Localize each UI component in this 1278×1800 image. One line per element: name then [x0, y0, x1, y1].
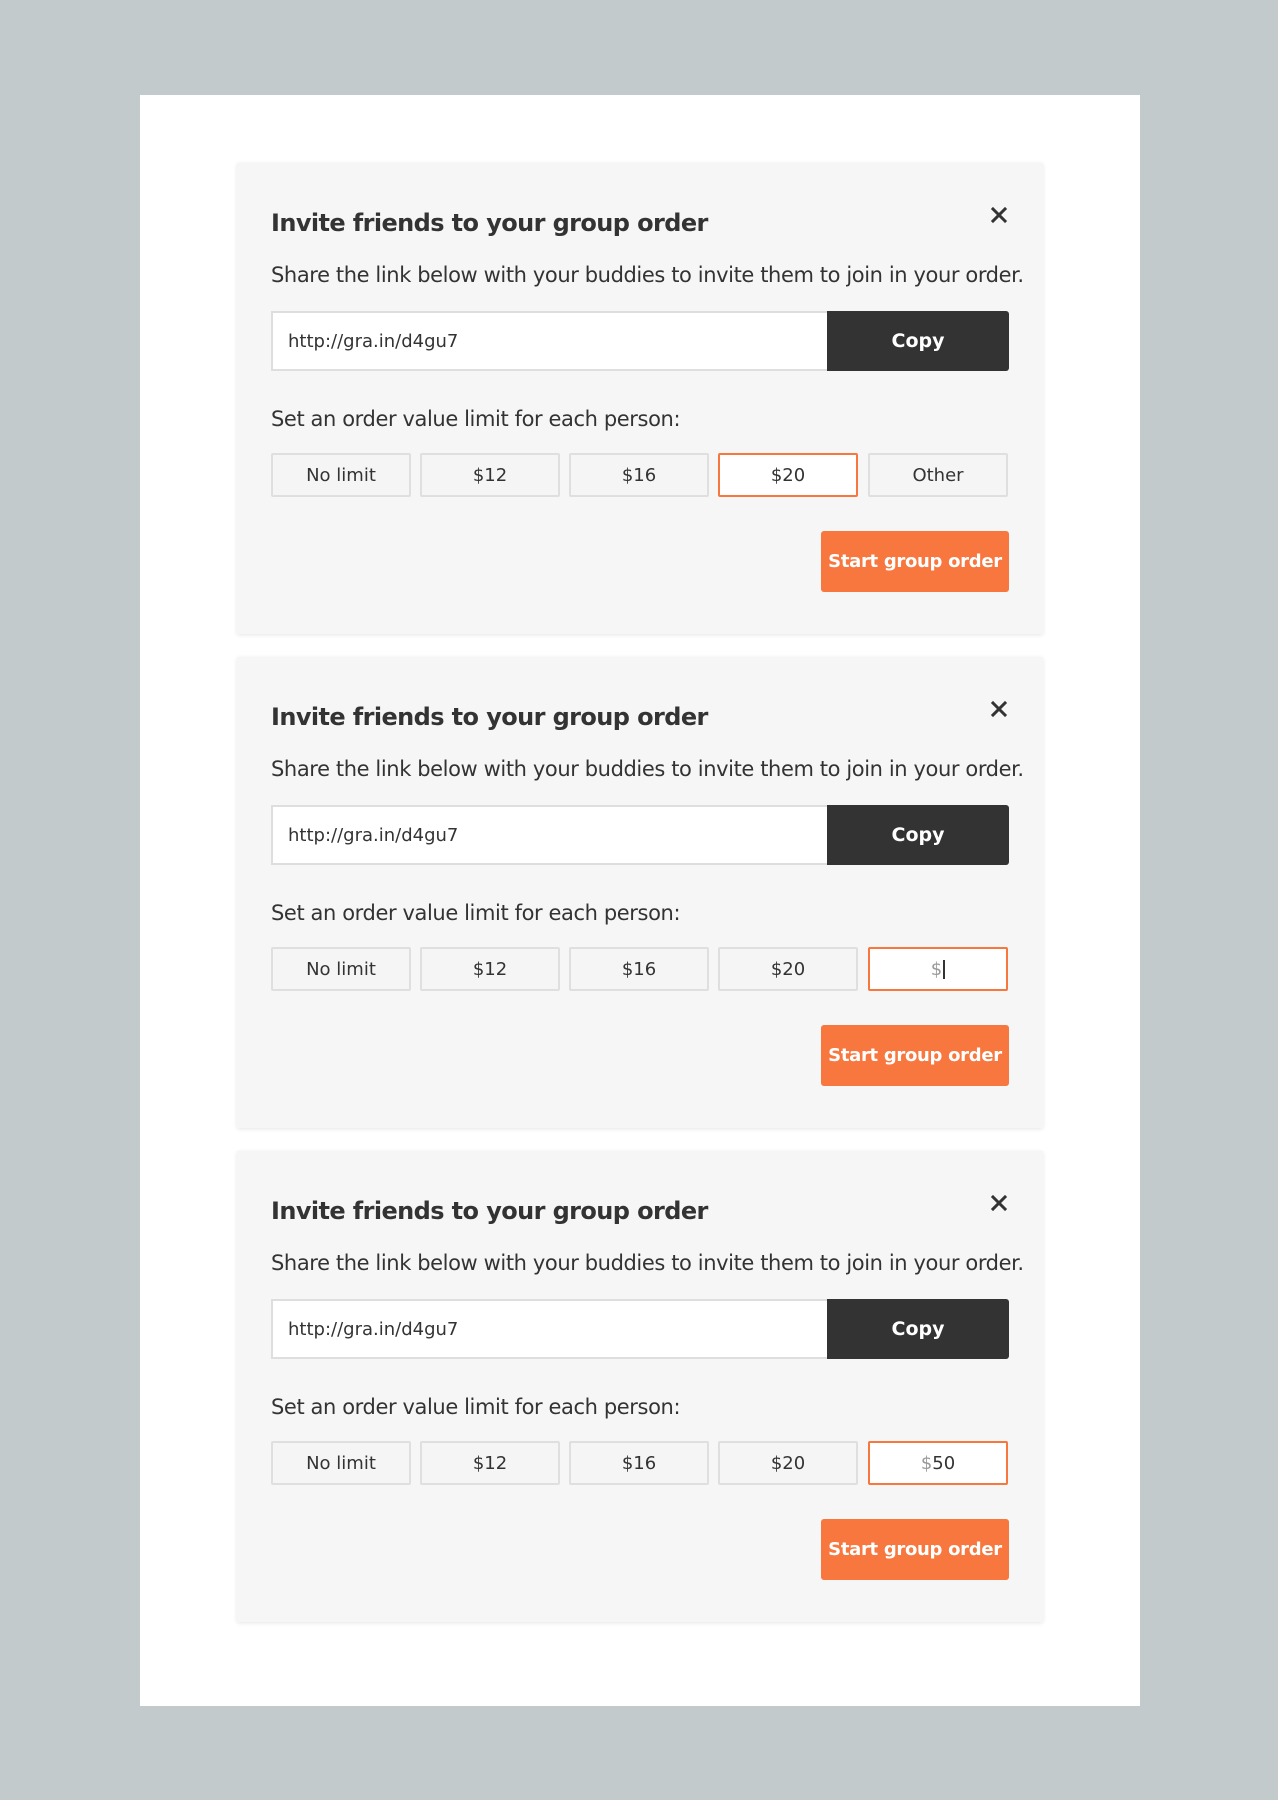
copy-button[interactable]: Copy: [827, 805, 1009, 865]
limit-option-20[interactable]: $20: [718, 453, 858, 497]
limit-option-no-limit[interactable]: No limit: [271, 453, 411, 497]
custom-limit-value: 50: [932, 1452, 956, 1474]
text-cursor: [943, 960, 945, 979]
limit-option-16[interactable]: $16: [569, 453, 709, 497]
limit-label: Set an order value limit for each person:: [271, 901, 681, 925]
close-icon[interactable]: [987, 697, 1011, 721]
limit-option-16[interactable]: $16: [569, 1441, 709, 1485]
start-group-order-button[interactable]: Start group order: [821, 1025, 1009, 1086]
limit-option-12[interactable]: $12: [420, 453, 560, 497]
close-icon[interactable]: [987, 1191, 1011, 1215]
share-link-field[interactable]: [271, 311, 827, 371]
dialog-description: Share the link below with your buddies to invite them to join in your order.: [271, 1251, 1024, 1275]
page-sheet: [140, 95, 1140, 1706]
share-link-field[interactable]: [271, 1299, 827, 1359]
limit-option-20[interactable]: $20: [718, 947, 858, 991]
limit-option-12[interactable]: $12: [420, 1441, 560, 1485]
currency-prefix: $: [930, 958, 943, 980]
custom-limit-input[interactable]: [868, 947, 1008, 991]
limit-option-16[interactable]: $16: [569, 947, 709, 991]
start-group-order-button[interactable]: Start group order: [821, 531, 1009, 592]
invite-dialog: [237, 163, 1043, 634]
invite-dialog: [237, 1151, 1043, 1622]
currency-prefix: $: [920, 1452, 933, 1474]
dialog-description: Share the link below with your buddies to invite them to join in your order.: [271, 757, 1024, 781]
share-link-field[interactable]: [271, 805, 827, 865]
limit-option-no-limit[interactable]: No limit: [271, 1441, 411, 1485]
custom-limit-input[interactable]: [868, 1441, 1008, 1485]
limit-label: Set an order value limit for each person:: [271, 1395, 681, 1419]
limit-option-other[interactable]: Other: [868, 453, 1008, 497]
dialog-title: Invite friends to your group order: [271, 209, 708, 237]
limit-option-12[interactable]: $12: [420, 947, 560, 991]
start-group-order-button[interactable]: Start group order: [821, 1519, 1009, 1580]
dialog-title: Invite friends to your group order: [271, 703, 708, 731]
copy-button[interactable]: Copy: [827, 311, 1009, 371]
limit-option-no-limit[interactable]: No limit: [271, 947, 411, 991]
close-icon[interactable]: [987, 203, 1011, 227]
dialog-title: Invite friends to your group order: [271, 1197, 708, 1225]
dialog-description: Share the link below with your buddies to invite them to join in your order.: [271, 263, 1024, 287]
copy-button[interactable]: Copy: [827, 1299, 1009, 1359]
limit-option-20[interactable]: $20: [718, 1441, 858, 1485]
limit-label: Set an order value limit for each person:: [271, 407, 681, 431]
invite-dialog: [237, 657, 1043, 1128]
